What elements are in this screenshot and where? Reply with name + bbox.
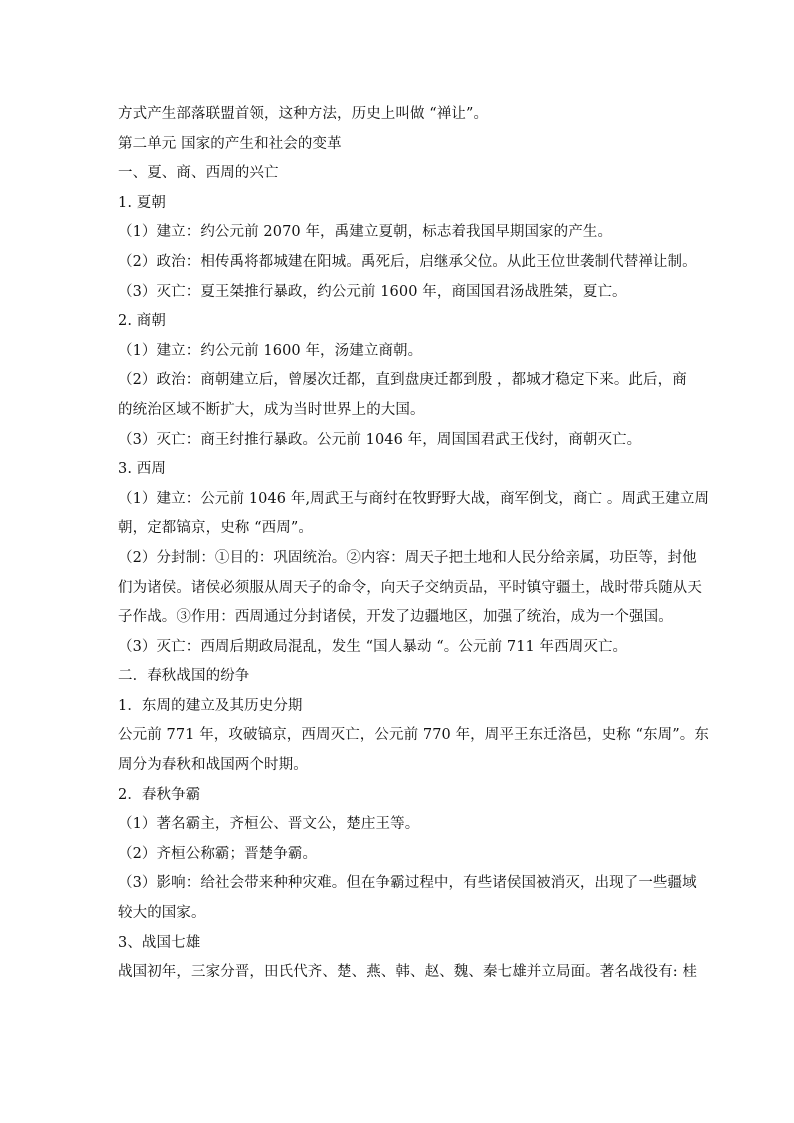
text-line: 们为诸侯。诸侯必须服从周天子的命令，向天子交纳贡品，平时镇守疆土，战时带兵随从天	[118, 579, 702, 596]
text-line: （2）政治：相传禹将都城建在阳城。禹死后，启继承父位。从此王位世袭制代替禅让制。	[118, 253, 697, 270]
text-line: 子作战。③作用：西周通过分封诸侯，开发了边疆地区，加强了统治，成为一个强国。	[118, 609, 673, 626]
text-line: 周分为春秋和战国两个时期。	[118, 757, 308, 774]
unit-heading: 第二单元 国家的产生和社会的变革	[118, 135, 342, 152]
text-line: （2）齐桓公称霸；晋楚争霸。	[118, 845, 318, 862]
text-line: 较大的国家。	[118, 905, 206, 922]
text-line: 的统治区域不断扩大，成为当时世界上的大国。	[118, 401, 425, 418]
section-heading: 二．春秋战国的纷争	[118, 668, 250, 685]
text-line: （3）灭亡：商王纣推行暴政。公元前 1046 年，周国国君武王伐纣，商朝灭亡。	[118, 431, 642, 448]
text-line: 公元前 771 年，攻破镐京，西周灭亡，公元前 770 年，周平王东迁洛邑，史称 “东周”。东	[118, 727, 709, 744]
subsection-heading: 1．东周的建立及其历史分期	[118, 697, 303, 714]
text-line: （3）影响：给社会带来种种灾难。但在争霸过程中，有些诸侯国被消灭，出现了一些疆域	[118, 875, 697, 892]
text-line: （3）灭亡：西周后期政局混乱，发生 “国人暴动 “。公元前 711 年西周灭亡。	[118, 638, 628, 655]
text-line: 战国初年，三家分晋，田氏代齐、楚、燕、韩、赵、魏、秦七雄并立局面。著名战役有: 桂	[118, 964, 698, 981]
document-page	[118, 100, 710, 988]
text-line: 方式产生部落联盟首领，这种方法，历史上叫做 “禅让”。	[118, 106, 489, 122]
section-heading: 一、夏、商、西周的兴亡	[118, 165, 279, 182]
text-line: （1）建立：约公元前 1600 年，汤建立商朝。	[118, 342, 423, 359]
text-line: （1）建立：约公元前 2070 年，禹建立夏朝，标志着我国早期国家的产生。	[118, 224, 613, 241]
text-line: （3）灭亡：夏王桀推行暴政，约公元前 1600 年，商国国君汤战胜桀，夏亡。	[118, 283, 627, 300]
subsection-heading: 3. 西周	[118, 461, 166, 478]
text-line: （1）建立：公元前 1046 年,周武王与商纣在牧野野大战，商军倒戈，商亡 。周武王建立周	[118, 490, 710, 507]
subsection-heading: 2．春秋争霸	[118, 786, 201, 803]
subsection-heading: 2. 商朝	[118, 313, 166, 330]
text-line: （2）政治：商朝建立后，曾屡次迁都，直到盘庚迁都到殷 ，都城才稳定下来。此后，商	[118, 372, 687, 389]
text-line: （1）著名霸主，齐桓公、晋文公，楚庄王等。	[118, 816, 420, 833]
subsection-heading: 3、战国七雄	[118, 934, 201, 951]
subsection-heading: 1. 夏朝	[118, 194, 166, 211]
text-line: （2）分封制：①目的：巩固统治。②内容：周天子把土地和人民分给亲属，功臣等，封他	[118, 549, 697, 566]
text-line: 朝，定都镐京，史称 “西周”。	[118, 520, 313, 537]
